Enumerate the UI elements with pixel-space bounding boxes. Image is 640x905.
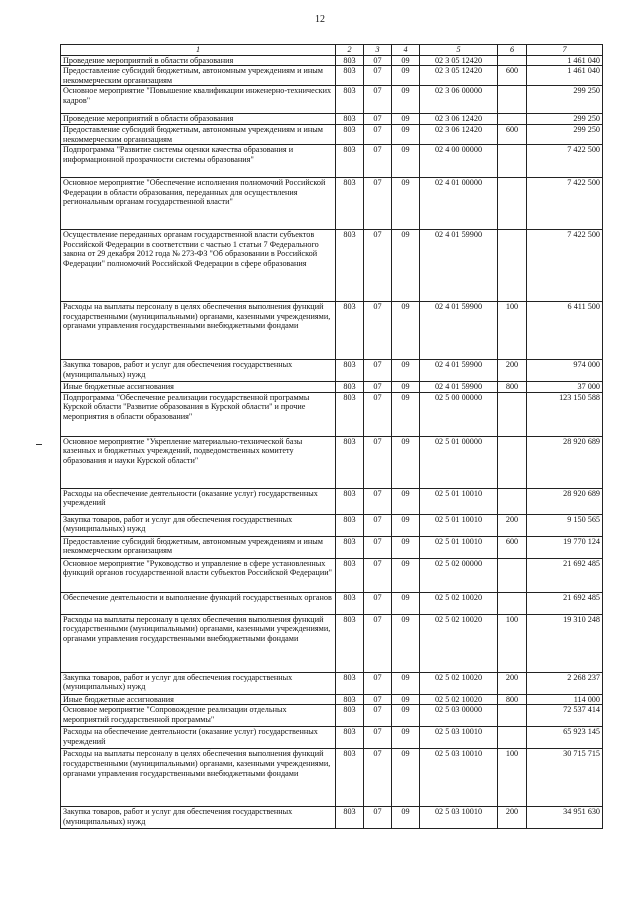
row-section-code: 07: [364, 807, 392, 829]
row-expense-type: 200: [498, 514, 527, 536]
row-subsection-code: 09: [392, 488, 420, 514]
row-amount: 299 250: [527, 86, 603, 114]
row-section-code: 07: [364, 558, 392, 592]
row-target-code: 02 5 00 00000: [420, 392, 498, 436]
row-target-code: 02 5 01 10010: [420, 536, 498, 558]
row-section-code: 07: [364, 672, 392, 694]
row-ministry-code: 803: [336, 124, 364, 144]
row-ministry-code: 803: [336, 705, 364, 727]
row-section-code: 07: [364, 302, 392, 360]
row-name: Предоставление субсидий бюджетным, автономным учреждениям и иным некоммерческим организациям: [61, 536, 336, 558]
row-section-code: 07: [364, 592, 392, 614]
row-ministry-code: 803: [336, 392, 364, 436]
row-ministry-code: 803: [336, 145, 364, 178]
row-target-code: 02 5 01 10010: [420, 488, 498, 514]
row-name: Иные бюджетные ассигнования: [61, 382, 336, 393]
row-subsection-code: 09: [392, 614, 420, 672]
table-row: [61, 807, 603, 829]
row-name: Обеспечение деятельности и выполнение функций государственных органов: [61, 592, 336, 614]
table-row: [61, 178, 603, 230]
row-amount: 299 250: [527, 124, 603, 144]
table-row: [61, 124, 603, 144]
row-target-code: 02 5 03 10010: [420, 727, 498, 749]
row-subsection-code: 09: [392, 392, 420, 436]
table-row: [61, 230, 603, 302]
row-section-code: 07: [364, 749, 392, 807]
row-ministry-code: 803: [336, 382, 364, 393]
row-target-code: 02 4 01 59900: [420, 382, 498, 393]
row-expense-type: [498, 558, 527, 592]
table-row: [61, 488, 603, 514]
row-target-code: 02 3 06 12420: [420, 124, 498, 144]
row-section-code: 07: [364, 360, 392, 382]
row-name: Иные бюджетные ассигнования: [61, 694, 336, 705]
row-ministry-code: 803: [336, 178, 364, 230]
row-target-code: 02 5 01 10010: [420, 514, 498, 536]
table-row: [61, 360, 603, 382]
row-target-code: 02 3 05 12420: [420, 66, 498, 86]
row-target-code: 02 3 05 12420: [420, 55, 498, 66]
row-name: Основное мероприятие "Руководство и управление в сфере установленных функций органов государственной власти субъектов Российской Федерации": [61, 558, 336, 592]
row-section-code: 07: [364, 145, 392, 178]
margin-mark: [36, 444, 42, 445]
row-name: Закупка товаров, работ и услуг для обеспечения государственных (муниципальных) нужд: [61, 360, 336, 382]
row-name: Расходы на выплаты персоналу в целях обеспечения выполнения функций государственными (муниципальными) органами, казенными учреждениями, органами управления государственными внебюджетными фондами: [61, 614, 336, 672]
row-amount: 299 250: [527, 114, 603, 125]
row-ministry-code: 803: [336, 694, 364, 705]
row-subsection-code: 09: [392, 536, 420, 558]
row-subsection-code: 09: [392, 749, 420, 807]
row-amount: 28 920 689: [527, 436, 603, 488]
row-section-code: 07: [364, 536, 392, 558]
row-expense-type: [498, 178, 527, 230]
row-section-code: 07: [364, 230, 392, 302]
row-name: Закупка товаров, работ и услуг для обеспечения государственных (муниципальных) нужд: [61, 672, 336, 694]
row-amount: 1 461 040: [527, 55, 603, 66]
row-section-code: 07: [364, 488, 392, 514]
row-ministry-code: 803: [336, 749, 364, 807]
row-target-code: 02 4 00 00000: [420, 145, 498, 178]
table-row: [61, 614, 603, 672]
row-subsection-code: 09: [392, 558, 420, 592]
row-name: Расходы на выплаты персоналу в целях обеспечения выполнения функций государственными (муниципальными) органами, казенными учреждениями, органами управления государственными внебюджетными фондами: [61, 749, 336, 807]
row-expense-type: 100: [498, 749, 527, 807]
row-expense-type: 800: [498, 694, 527, 705]
row-expense-type: 600: [498, 124, 527, 144]
row-expense-type: [498, 86, 527, 114]
row-target-code: 02 5 02 10020: [420, 614, 498, 672]
row-section-code: 07: [364, 124, 392, 144]
row-subsection-code: 09: [392, 727, 420, 749]
row-section-code: 07: [364, 392, 392, 436]
row-name: Закупка товаров, работ и услуг для обеспечения государственных (муниципальных) нужд: [61, 807, 336, 829]
row-name: Основное мероприятие "Укрепление материально-технической базы казенных и бюджетных учреждений, подведомственных комитету образования и науки Курской области": [61, 436, 336, 488]
row-subsection-code: 09: [392, 436, 420, 488]
row-target-code: 02 3 06 00000: [420, 86, 498, 114]
row-ministry-code: 803: [336, 514, 364, 536]
row-expense-type: [498, 392, 527, 436]
row-name: Проведение мероприятий в области образования: [61, 114, 336, 125]
row-ministry-code: 803: [336, 488, 364, 514]
row-expense-type: [498, 55, 527, 66]
row-subsection-code: 09: [392, 302, 420, 360]
row-target-code: 02 5 03 00000: [420, 705, 498, 727]
row-amount: 1 461 040: [527, 66, 603, 86]
row-subsection-code: 09: [392, 382, 420, 393]
row-ministry-code: 803: [336, 114, 364, 125]
row-subsection-code: 09: [392, 694, 420, 705]
row-expense-type: 600: [498, 536, 527, 558]
row-amount: 37 000: [527, 382, 603, 393]
header-col-6: 6: [498, 45, 527, 56]
row-subsection-code: 09: [392, 592, 420, 614]
table-row: [61, 672, 603, 694]
table-row: [61, 727, 603, 749]
row-target-code: 02 4 01 59900: [420, 360, 498, 382]
row-name: Основное мероприятие "Сопровождение реализации отдельных мероприятий государственной программы": [61, 705, 336, 727]
row-name: Расходы на обеспечение деятельности (оказание услуг) государственных учреждений: [61, 488, 336, 514]
table-row: [61, 436, 603, 488]
row-section-code: 07: [364, 727, 392, 749]
row-amount: 9 150 565: [527, 514, 603, 536]
row-target-code: 02 5 02 10020: [420, 672, 498, 694]
row-subsection-code: 09: [392, 672, 420, 694]
header-col-5: 5: [420, 45, 498, 56]
row-expense-type: 200: [498, 807, 527, 829]
row-amount: 65 923 145: [527, 727, 603, 749]
row-amount: 34 951 630: [527, 807, 603, 829]
table-row: [61, 536, 603, 558]
row-amount: 28 920 689: [527, 488, 603, 514]
row-subsection-code: 09: [392, 124, 420, 144]
table-row: [61, 392, 603, 436]
row-subsection-code: 09: [392, 86, 420, 114]
row-name: Проведение мероприятий в области образования: [61, 55, 336, 66]
row-subsection-code: 09: [392, 807, 420, 829]
table-row: [61, 382, 603, 393]
row-target-code: 02 5 03 10010: [420, 807, 498, 829]
row-section-code: 07: [364, 86, 392, 114]
row-expense-type: 200: [498, 672, 527, 694]
row-expense-type: 200: [498, 360, 527, 382]
row-amount: 7 422 500: [527, 230, 603, 302]
row-section-code: 07: [364, 55, 392, 66]
row-expense-type: 800: [498, 382, 527, 393]
row-name: Основное мероприятие "Обеспечение исполнения полномочий Российской Федерации в области образования, переданных для осуществления региональным органам государственной власти": [61, 178, 336, 230]
row-ministry-code: 803: [336, 558, 364, 592]
table-row: [61, 592, 603, 614]
table-row: [61, 114, 603, 125]
row-ministry-code: 803: [336, 66, 364, 86]
row-subsection-code: 09: [392, 178, 420, 230]
row-name: Расходы на выплаты персоналу в целях обеспечения выполнения функций государственными (муниципальными) органами, казенными учреждениями, органами управления государственными внебюджетными фондами: [61, 302, 336, 360]
row-target-code: 02 4 01 59900: [420, 230, 498, 302]
row-ministry-code: 803: [336, 436, 364, 488]
row-section-code: 07: [364, 694, 392, 705]
budget-table: [60, 44, 603, 829]
row-amount: 21 692 485: [527, 592, 603, 614]
row-section-code: 07: [364, 705, 392, 727]
row-expense-type: 600: [498, 66, 527, 86]
row-amount: 19 770 124: [527, 536, 603, 558]
table-row: [61, 55, 603, 66]
row-section-code: 07: [364, 178, 392, 230]
row-expense-type: [498, 114, 527, 125]
table-row: [61, 705, 603, 727]
header-col-7: 7: [527, 45, 603, 56]
row-name: Предоставление субсидий бюджетным, автономным учреждениям и иным некоммерческим организациям: [61, 124, 336, 144]
table-row: [61, 749, 603, 807]
row-target-code: 02 5 02 10020: [420, 592, 498, 614]
row-subsection-code: 09: [392, 705, 420, 727]
table-row: [61, 558, 603, 592]
row-amount: 123 150 588: [527, 392, 603, 436]
row-ministry-code: 803: [336, 360, 364, 382]
row-amount: 19 310 248: [527, 614, 603, 672]
row-subsection-code: 09: [392, 55, 420, 66]
row-expense-type: 100: [498, 614, 527, 672]
row-subsection-code: 09: [392, 230, 420, 302]
row-ministry-code: 803: [336, 672, 364, 694]
row-subsection-code: 09: [392, 360, 420, 382]
table-row: [61, 86, 603, 114]
row-ministry-code: 803: [336, 592, 364, 614]
row-name: Закупка товаров, работ и услуг для обеспечения государственных (муниципальных) нужд: [61, 514, 336, 536]
row-target-code: 02 4 01 00000: [420, 178, 498, 230]
row-target-code: 02 4 01 59900: [420, 302, 498, 360]
row-expense-type: [498, 592, 527, 614]
table-row: [61, 514, 603, 536]
row-amount: 7 422 500: [527, 178, 603, 230]
table-row: [61, 66, 603, 86]
row-amount: 72 537 414: [527, 705, 603, 727]
row-section-code: 07: [364, 382, 392, 393]
row-expense-type: [498, 145, 527, 178]
row-name: Подпрограмма "Обеспечение реализации государственной программы Курской области "Развитие образования в Курской области" и прочие мероприятия в области образования": [61, 392, 336, 436]
row-subsection-code: 09: [392, 114, 420, 125]
row-ministry-code: 803: [336, 727, 364, 749]
row-target-code: 02 5 01 00000: [420, 436, 498, 488]
header-col-1: 1: [61, 45, 336, 56]
row-name: Подпрограмма "Развитие системы оценки качества образования и информационной прозрачности системы образования": [61, 145, 336, 178]
row-amount: 30 715 715: [527, 749, 603, 807]
row-target-code: 02 5 02 00000: [420, 558, 498, 592]
row-ministry-code: 803: [336, 807, 364, 829]
row-amount: 974 000: [527, 360, 603, 382]
row-name: Предоставление субсидий бюджетным, автономным учреждениям и иным некоммерческим организациям: [61, 66, 336, 86]
row-ministry-code: 803: [336, 614, 364, 672]
row-amount: 2 268 237: [527, 672, 603, 694]
row-target-code: 02 5 02 10020: [420, 694, 498, 705]
row-section-code: 07: [364, 514, 392, 536]
row-target-code: 02 3 06 12420: [420, 114, 498, 125]
row-subsection-code: 09: [392, 66, 420, 86]
row-expense-type: [498, 436, 527, 488]
row-expense-type: [498, 230, 527, 302]
row-name: Расходы на обеспечение деятельности (оказание услуг) государственных учреждений: [61, 727, 336, 749]
row-section-code: 07: [364, 436, 392, 488]
row-expense-type: [498, 727, 527, 749]
row-target-code: 02 5 03 10010: [420, 749, 498, 807]
row-name: Осуществление переданных органам государственной власти субъектов Российской Федерации в соответствии с частью 1 статьи 7 Федерального закона от 29 декабря 2012 года № 273-ФЗ "Об образовании в Российской Федерации" полномочий Российской Федерации в сфере образования: [61, 230, 336, 302]
row-ministry-code: 803: [336, 536, 364, 558]
row-expense-type: [498, 705, 527, 727]
table-row: [61, 302, 603, 360]
header-col-4: 4: [392, 45, 420, 56]
row-ministry-code: 803: [336, 86, 364, 114]
header-col-2: 2: [336, 45, 364, 56]
row-expense-type: [498, 488, 527, 514]
row-section-code: 07: [364, 614, 392, 672]
row-name: Основное мероприятие "Повышение квалификации инженерно-технических кадров": [61, 86, 336, 114]
row-amount: 21 692 485: [527, 558, 603, 592]
row-subsection-code: 09: [392, 514, 420, 536]
row-section-code: 07: [364, 66, 392, 86]
row-amount: 7 422 500: [527, 145, 603, 178]
row-expense-type: 100: [498, 302, 527, 360]
row-amount: 6 411 500: [527, 302, 603, 360]
table-row: [61, 145, 603, 178]
row-ministry-code: 803: [336, 230, 364, 302]
row-ministry-code: 803: [336, 302, 364, 360]
row-section-code: 07: [364, 114, 392, 125]
row-subsection-code: 09: [392, 145, 420, 178]
page-number: 12: [315, 14, 325, 25]
header-col-3: 3: [364, 45, 392, 56]
row-ministry-code: 803: [336, 55, 364, 66]
header-row: [61, 45, 603, 56]
table-row: [61, 694, 603, 705]
row-amount: 114 000: [527, 694, 603, 705]
